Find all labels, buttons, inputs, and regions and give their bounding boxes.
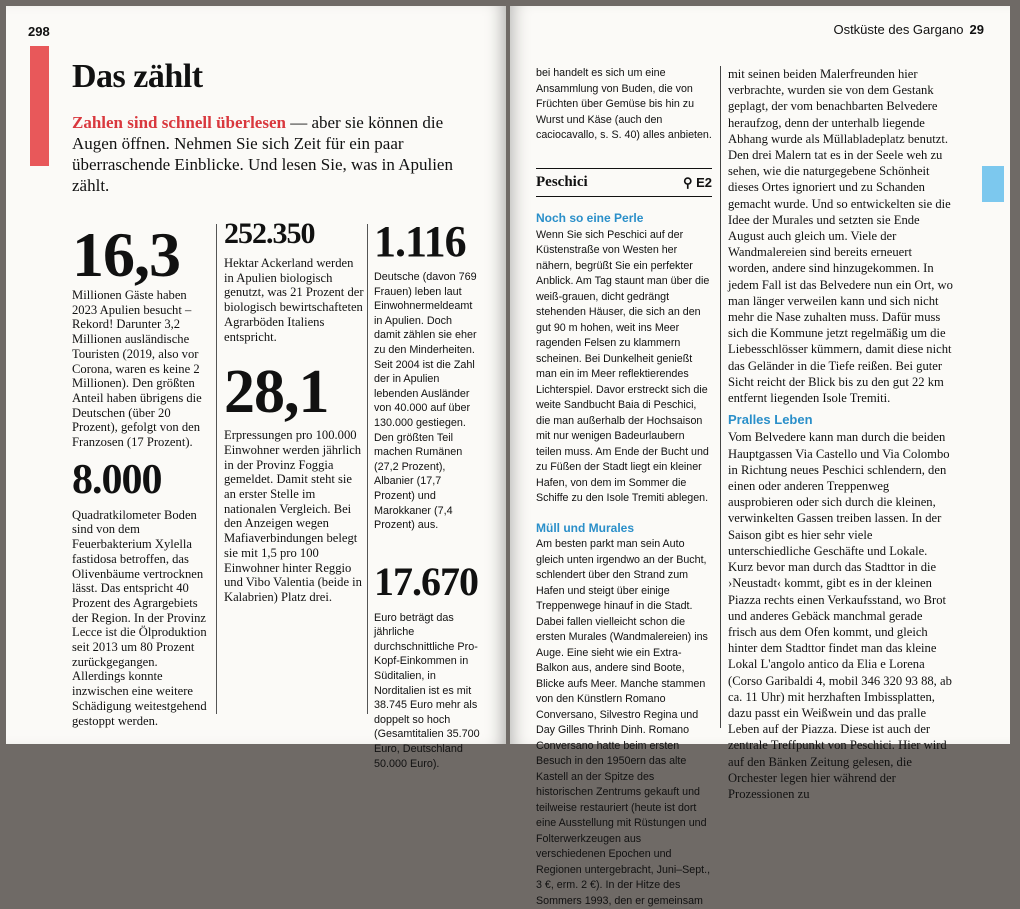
paragraph: Vom Belvedere kann man durch die beiden Hauptgassen Via Castello und Via Colombo in Richtung neues Peschici schlendern, den einen oder anderen Treppenweg ausprobieren oder sich durch die kleinen, verwinkelten Gassen treiben lassen. In der Saison gibt es hier sehr viele unterschiedliche Geschäfte und Lokale. Kurz bevor man durch das Stadttor in die ›Neustadt‹ kommt, gibt es in der kleinen Piazza rechts einen Verkaufsstand, wo Brot und anderes Gebäck manchmal gerade frisch aus dem Ofen kommt, und gleich hinter dem Stadttor findet man das kleine Lokal L'angolo antico da Elia e Lorena (Corso Garibaldi 4, mobil 346 320 93 88, ab ca. 11 Uhr) mit herzhaften Imbissplatten, dazu passt ein Weißwein und das pralle Leben auf der Piazza. Diese ist auch der zentrale Treffpunkt von Peschici. Hier wird auf den Bänken Zeitung gelesen, die Orchester legen hier während der Prozessionen zu xyxy=(728,430,952,801)
paragraph: bei handelt es sich um eine Ansammlung von Buden, die von Früchten über Gemüse bis hin zu Wurst und Käse (auch den caciocavallo, s. S. 40) alles anbieten. xyxy=(536,67,712,141)
fact-text: Quadratkilometer Boden sind von dem Feuerbakterium Xylella fastidosa betroffen, das Olivenbäume vertrocknen lässt. Das entspricht 40 Prozent des Agrargebiets der Region. In der Provinz Lecce ist die Ölproduktion seit 2013 um 80 Prozent zurückgegangen. Allerdings konnte inzwischen eine weitere Schädigung weitestgehend gestoppt werden. xyxy=(72,507,207,728)
fact-text: Euro beträgt das jährliche durchschnittliche Pro-Kopf-Einkommen in Süditalien, in Norditalien ist es mit 38.745 Euro mehr als doppelt so hoch (Gesamtitalien 35.700 Euro, Deutschland 50.000 Euro). xyxy=(374,611,480,770)
fact-number: 17.670 xyxy=(374,558,478,604)
paragraph: mit seinen beiden Malerfreunden hier verbrachte, wurden sie von dem Gestank geplagt, der vom benachbarten Belvedere heraufzog, denn der unterhalb liegende Abhang wurde als Müllabladeplatz benutzt. Den drei Malern tat es in der Seele weh zu sehen, wie die naturgegebene Schönheit dieses Ortes ignoriert und zu Schanden gemacht wurde. Und so entwickelten sie die Idee der Murales und setzten sie Ende August auch gleich um. Viele der Wandmalereien sind bereits erneuert worden, andere sind hinzugekommen. In jedem Fall ist das Belvedere nun ein Ort, wo man länger verweilen kann und sich nicht mehr die Nase zuhalten muss. Dafür muss sich die Kommune jetzt regelmäßig um die Liebesschlösser kümmern, damit diese nicht das Geländer in die Tiefe reißen. Bei guter Sicht reicht der Blick bis zu den gut 22 km entfernt liegenden Isole Tremiti. xyxy=(728,67,953,406)
page-number: 298 xyxy=(28,24,50,39)
map-location: ⚲ E2 xyxy=(682,174,712,190)
location-pin-icon: ⚲ xyxy=(682,174,693,190)
fact-column-3 xyxy=(374,217,480,771)
paragraph: Am besten parkt man sein Auto gleich unten irgendwo an der Bucht, schlendert über den Strand zum Hafen und steigt über einige Treppenwege hinauf in die Stadt. Dabei fallen vielleicht schon die ersten Murales (Wandmalereien) ins Auge. Eine sieht wie ein Extra-Balkon aus, andere sind Boote, Blicke aufs Meer. Manche stammen von den Künstlern Romano Conversano, Silvestro Regina und Day Gilles Thrinh Dinh. Romano Conversano hatte beim ersten Besuch in den 1950ern das alte Kastell an der Spitze des historischen Zentrums gekauft und teilweise restauriert (heute ist dort eine Ausstellung mit Rüstungen und Folterwerkzeugen aus verschiedenen Epochen und Regionen untergebracht, Juni–Sept., 3 €, erm. 2 €). In der Hitze des Sommers 1993, den er gemeinsam xyxy=(536,538,711,907)
column-divider xyxy=(367,224,368,714)
column-divider xyxy=(216,224,217,714)
intro-highlight: Zahlen sind schnell überlesen xyxy=(72,113,286,132)
intro-text xyxy=(72,112,487,196)
column-divider xyxy=(720,66,721,728)
fact-number: 16,3 xyxy=(72,219,180,290)
running-header xyxy=(833,22,984,37)
right-page xyxy=(510,6,1010,907)
fact-number: 252.350 xyxy=(224,217,315,250)
fact-column-1 xyxy=(72,219,212,728)
page-title: Das zählt xyxy=(72,58,203,95)
section-heading: Noch so eine Perle xyxy=(536,211,644,225)
fact-column-2 xyxy=(224,217,364,605)
fact-text: Erpressungen pro 100.000 Einwohner werden jährlich in der Provinz Foggia gemeldet. Damit steht sie an erster Stelle im nationalen Vergleich. Bei den Anzeigen wegen Mafiaverbindungen belegt sie mit 1,5 pro 100 Einwohner hinter Reggio und Vibo Valentia (beide in Kalabrien) Platz drei. xyxy=(224,428,362,604)
header-title: Ostküste des Gargano xyxy=(833,22,964,37)
intro-rest: — aber sie können die Augen öffnen. Nehmen Sie sich Zeit für ein paar überraschende Einblicke. Und lesen Sie, was in Apulien zählt. xyxy=(72,113,453,195)
fact-number: 28,1 xyxy=(224,358,329,427)
place-name: Peschici xyxy=(536,173,588,190)
page-number: 29 xyxy=(969,22,984,37)
text-column-1 xyxy=(536,66,712,909)
fact-number: 1.116 xyxy=(374,217,466,266)
fact-text: Millionen Gäste haben 2023 Apulien besucht – Rekord! Darunter 3,2 Millionen ausländische Touristen (2019, also vor Corona, waren es keine 2 Millionen). Den größten Anteil haben übrigens die Deutschen (über 20 Prozent), gefolgt von den Franzosen (17 Prozent). xyxy=(72,288,202,450)
text-column-2 xyxy=(728,66,954,802)
section-heading: Pralles Leben xyxy=(728,412,813,428)
left-page xyxy=(6,6,506,770)
red-accent-bar xyxy=(30,46,49,166)
fact-text: Hektar Ackerland werden in Apulien biologisch genutzt, was 21 Prozent der biologisch bewirtschafteten Agrarböden Italiens entspricht. xyxy=(224,256,364,344)
section-heading: Müll und Murales xyxy=(536,520,635,535)
paragraph: Wenn Sie sich Peschici auf der Küstenstraße von Westen her nähern, begrüßt Sie ein perfekter Anblick. Am Tag staunt man über die weiß-grauen, dicht gedrängt stehenden Häuser, die sich an den gut 90 m hohen, weit ins Meer ragenden Felsen zu klammern scheinen. Bei Dunkelheit genießt man ein im Meer reflektierendes Lichterspiel. Davor erstreckt sich die weite Sandbucht Baia di Peschici, die man außerhalb der Hochsaison mit nur wenigen Badeurlaubern teilen muss. Am Ende der Bucht und zu Füßen der Stadt liegt ein kleiner Hafen, von dem im Sommer die Schiffe zu den Isole Tremiti ablegen. xyxy=(536,228,710,504)
fact-text: Deutsche (davon 769 Frauen) leben laut Einwohnermeldeamt in Apulien. Doch damit zählen sie eher zu den Minderheiten. Seit 2004 ist die Zahl der in Apulien lebenden Ausländer von 40.000 auf über 130.000 gestiegen. Den größten Teil machen Rumänen (27,2 Prozent), Albanier (17,7 Prozent) und Marokkaner (7,4 Prozent) aus. xyxy=(374,271,477,532)
chapter-tab xyxy=(982,166,1004,202)
fact-number: 8.000 xyxy=(72,456,162,503)
place-heading xyxy=(536,168,712,198)
